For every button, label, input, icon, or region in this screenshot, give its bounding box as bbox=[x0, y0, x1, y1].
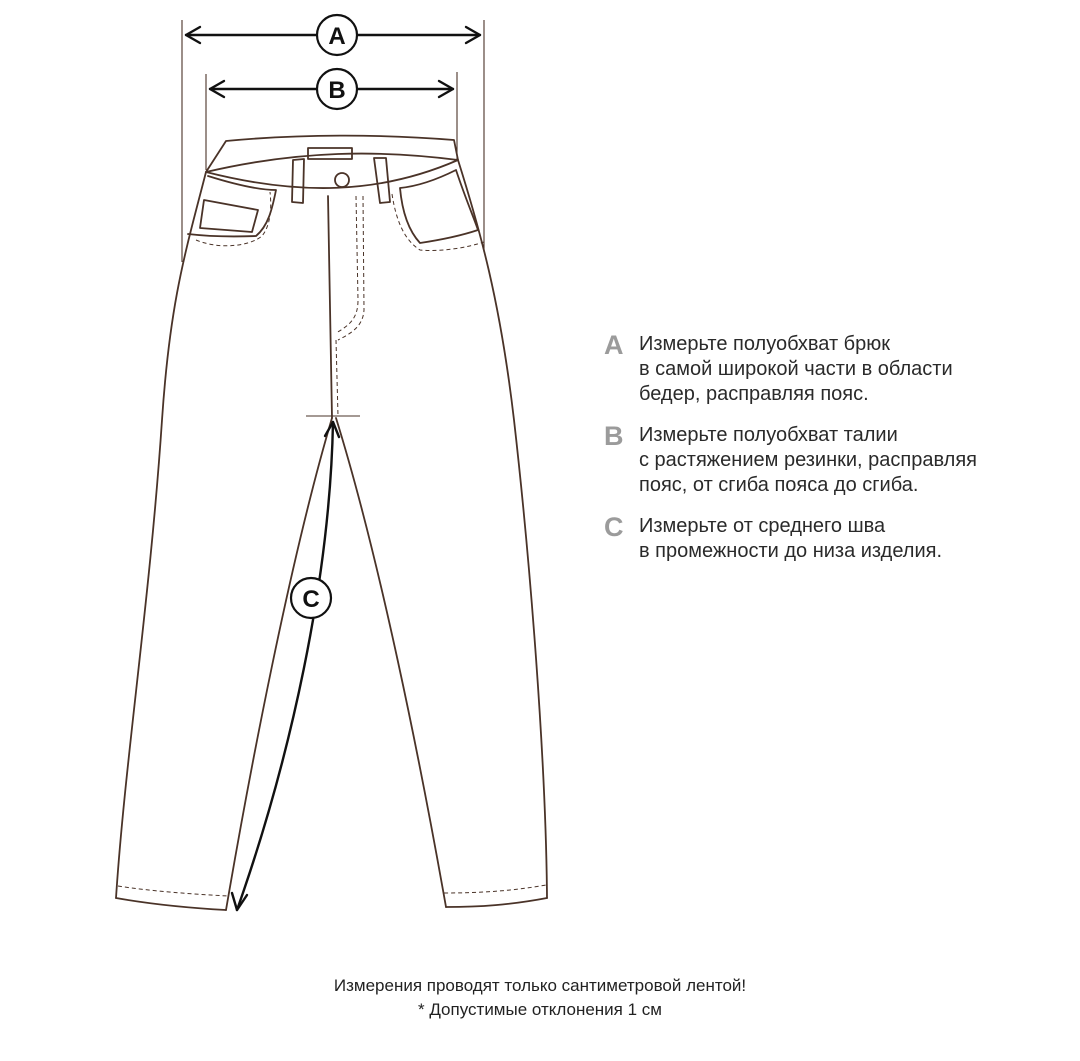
measurement-legend bbox=[604, 332, 1064, 580]
left-coin-pocket bbox=[200, 200, 258, 232]
right-leg-inseam bbox=[336, 418, 446, 907]
legend-text-a bbox=[639, 332, 1064, 407]
legend-letter-b: B bbox=[604, 421, 624, 451]
right-leg-hem bbox=[446, 898, 547, 907]
footer-note: Измерения проводят только сантиметровой лентой! bbox=[333, 976, 747, 995]
fly-stitch-inner bbox=[338, 196, 364, 340]
legend-a-line-3: бедер, расправляя пояс. bbox=[639, 383, 869, 405]
legend-c-line-2: в промежности до низа изделия. bbox=[639, 540, 943, 562]
waist-button bbox=[335, 173, 349, 187]
left-leg-inseam bbox=[226, 418, 332, 910]
measurement-c-badge-label: C bbox=[302, 586, 320, 613]
trousers-outline bbox=[116, 136, 547, 910]
left-hem-stitch bbox=[118, 886, 228, 896]
belt-loop-left bbox=[292, 159, 304, 203]
measurement-a-badge-label: A bbox=[328, 23, 346, 50]
legend-text-c bbox=[639, 514, 1064, 564]
legend-item-c bbox=[604, 514, 1064, 564]
legend-letter-a: A bbox=[604, 330, 624, 360]
right-hem-stitch bbox=[444, 885, 546, 893]
legend-b-line-2: с растяжением резинки, расправляя bbox=[639, 449, 977, 471]
legend-b-line-3: пояс, от сгиба пояса до сгиба. bbox=[639, 474, 919, 496]
measurement-a-arrow bbox=[186, 15, 480, 55]
fly-stitch bbox=[336, 196, 358, 333]
measurement-b-badge-label: B bbox=[328, 77, 346, 104]
legend-a-line-1: Измерьте полуобхват брюк bbox=[639, 333, 890, 355]
right-pocket-opening bbox=[400, 170, 478, 243]
left-leg-outer-seam bbox=[116, 172, 206, 898]
belt-loop-right bbox=[374, 158, 390, 203]
right-leg-outer-seam bbox=[458, 160, 547, 898]
measurement-b-arrow bbox=[210, 69, 453, 109]
legend-item-a bbox=[604, 332, 1064, 407]
center-front-seam bbox=[328, 196, 332, 418]
legend-item-b bbox=[604, 423, 1064, 498]
legend-b-line-1: Измерьте полуобхват талии bbox=[639, 424, 898, 446]
left-leg-hem bbox=[116, 898, 226, 910]
waistband bbox=[206, 136, 458, 172]
legend-a-line-2: в самой широкой части в области bbox=[639, 358, 953, 380]
footer-notes bbox=[0, 974, 1080, 1022]
center-stitch bbox=[336, 340, 338, 416]
footer-tolerance: * Допустимые отклонения 1 см bbox=[418, 1000, 662, 1019]
legend-c-line-1: Измерьте от среднего шва bbox=[639, 515, 886, 537]
measurement-c-arrow bbox=[232, 422, 339, 910]
legend-letter-c: C bbox=[604, 512, 624, 542]
legend-text-b bbox=[639, 423, 1064, 498]
